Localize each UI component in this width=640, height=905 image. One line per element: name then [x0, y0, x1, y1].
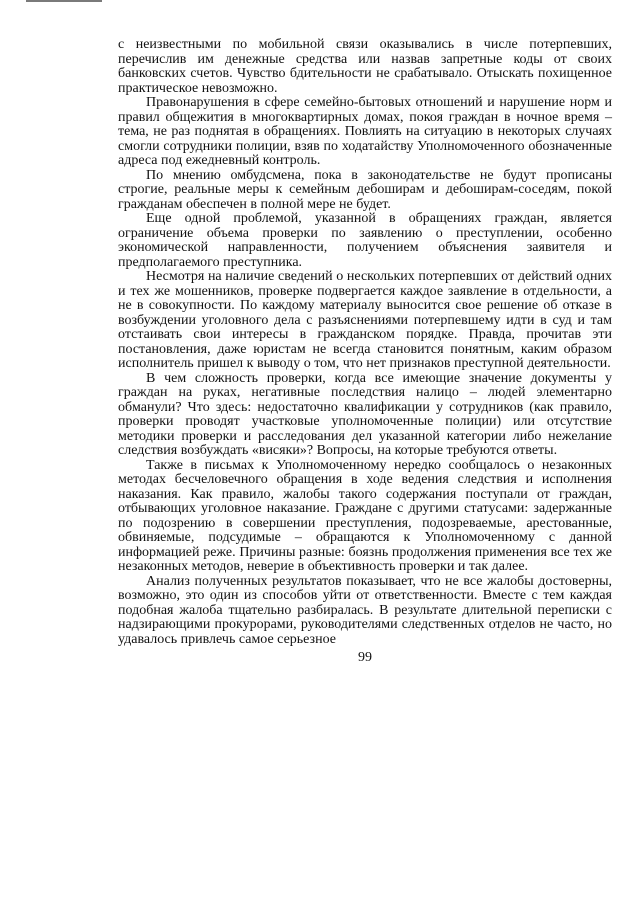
paragraph-1: с неизвестными по мобильной связи оказывались в числе потерпевших, перечислив им денежные средства или назвав запретные коды от своих банковских счетов. Чувство бдительности не срабатывало. Отыскать похищенное практическое невозможно.: [118, 37, 612, 96]
paragraph-5: Несмотря на наличие сведений о нескольких потерпевших от действий одних и тех же мошенников, проверке подвергается каждое заявление в отдельности, а не в совокупности. По каждому материалу выносится свое решение об отказе в возбуждении уголовного дела с разъяснениями потерпевшему идти в суд и там отстаивать свои интересы в гражданском порядке. Правда, прочитав эти постановления, даже юристам не всегда становится понятным, каким образом исполнитель пришел к выводу о том, что нет признаков преступной деятельности.: [118, 269, 612, 371]
document-page: [118, 38, 612, 666]
paragraph-2: Правонарушения в сфере семейно-бытовых отношений и нарушение норм и правил общежития в многоквартирных домах, покоя граждан в ночное время – тема, не раз поднятая в обращениях. Повлиять на ситуацию в некоторых случаях смогли сотрудники полиции, взяв по ходатайству Уполномоченного обозначенные адреса под ежедневный контроль.: [118, 95, 612, 168]
paragraph-4: Еще одной проблемой, указанной в обращениях граждан, является ограничение объема проверки по заявлению о преступлении, особенно экономической направленности, получением объяснения заявителя и предполагаемого преступника.: [118, 211, 612, 270]
page-number: 99: [358, 650, 372, 665]
paragraph-6: В чем сложность проверки, когда все имеющие значение документы у граждан на руках, негативные последствия налицо – людей элементарно обманули? Что здесь: недостаточно квалификации у сотрудников (как правило, проверки проводят участковые уполномоченные полиции) или отсутствие методики проверки и расследования дел указанной категории либо нежелание следствия возбуждать «висяки»? Вопросы, на которые требуются ответы.: [118, 370, 612, 458]
paragraph-7: Также в письмах к Уполномоченному нередко сообщалось о незаконных методах бесчеловечного обращения в ходе ведения следствия и исполнения наказания. Как правило, жалобы такого содержания поступали от граждан, отбывающих уголовное наказание. Граждане с другими статусами: задержанные по подозрению в совершении преступления, подозреваемые, арестованные, обвиняемые, подсудимые – обращаются к Уполномоченному с данной информацией реже. Причины разные: боязнь продолжения применения все тех же незаконных методов, неверие в объективность проверки и так далее.: [118, 457, 612, 574]
paragraph-8: Анализ полученных результатов показывает, что не все жалобы достоверны, возможно, это один из способов уйти от ответственности. Вместе с тем каждая подобная жалоба тщательно разбиралась. В результате длительной переписки с надзирающими прокурорами, руководителями следственных отделов не часто, но удавалось привлечь самое серьезное: [118, 573, 612, 647]
paragraph-3: По мнению омбудсмена, пока в законодательстве не будут прописаны строгие, реальные меры к семейным дебоширам и дебоширам-соседям, покой гражданам обеспечен в полной мере не будет.: [118, 167, 612, 212]
top-edge-line: [26, 0, 102, 2]
